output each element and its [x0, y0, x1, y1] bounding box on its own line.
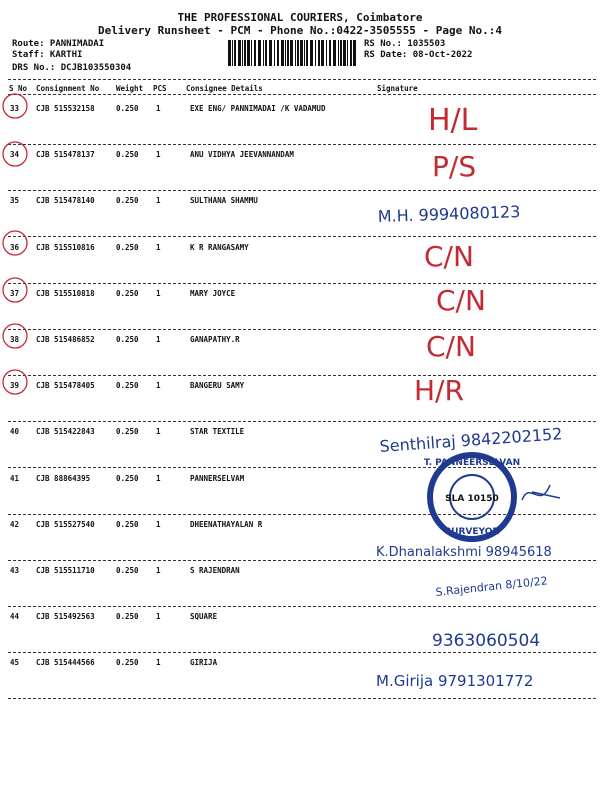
document-subtitle: Delivery Runsheet - PCM - Phone No.:0422-3505555 - Page No.:4	[98, 24, 502, 37]
barcode-bar	[263, 40, 264, 66]
row-pcs: 1	[156, 381, 161, 391]
barcode-bar	[265, 40, 267, 66]
row-consignee: GANAPATHY.R	[190, 335, 240, 344]
barcode-bar	[274, 40, 275, 66]
row-divider	[8, 560, 596, 561]
row-divider	[8, 514, 596, 515]
barcode-bar	[315, 40, 316, 66]
row-sno: 37	[10, 288, 20, 298]
row-sno: 38	[10, 335, 20, 344]
row-consignee: PANNERSELVAM	[190, 473, 245, 483]
row-consignee: ANU VIDHYA JEEVANNANDAM	[190, 150, 294, 160]
row-consignee: BANGERU SAMY	[190, 381, 245, 391]
row-consignment-no: CJB 515422843	[36, 427, 95, 437]
row-weight: 0.250	[116, 519, 139, 529]
signature-row-33: H/L	[428, 103, 478, 138]
col-header-signature: Signature	[377, 84, 418, 93]
barcode-bar	[310, 40, 313, 66]
barcode-bar	[242, 40, 243, 66]
row-divider	[8, 652, 596, 653]
row-consignee: STAR TEXTILE	[190, 427, 245, 437]
row-consignment-no: CJB 515478137	[36, 150, 95, 160]
row-consignee: EXE ENG/ PANNIMADAI /K VADAMUD	[190, 104, 326, 113]
signature-row-37: C/N	[436, 284, 486, 317]
row-pcs: 1	[156, 566, 161, 575]
signature-row-38: C/N	[426, 330, 476, 363]
row-weight: 0.250	[116, 150, 139, 160]
col-header-consignee: Consignee Details	[186, 84, 263, 93]
barcode-bar	[228, 40, 231, 66]
row-weight: 0.250	[116, 612, 139, 622]
row-divider	[8, 283, 596, 284]
signature-row-36: C/N	[424, 240, 474, 273]
row-consignment-no: CJB 515511710	[36, 566, 95, 575]
col-header-pcs: PCS	[153, 84, 167, 93]
barcode-image	[228, 40, 356, 66]
row-consignee: GIRIJA	[190, 658, 218, 668]
barcode-bar	[295, 40, 296, 66]
signature-row-40: Senthilraj 9842202152	[378, 424, 563, 456]
row-weight: 0.250	[116, 427, 139, 437]
col-header-sno: S No	[9, 84, 28, 93]
row-pcs: 1	[156, 658, 161, 668]
row-sno: 45	[10, 658, 20, 668]
row-pcs: 1	[156, 288, 161, 298]
row-weight: 0.250	[116, 335, 139, 344]
row-pcs: 1	[156, 150, 161, 160]
barcode-bar	[300, 40, 303, 66]
row-sno: 42	[10, 519, 20, 529]
row-sno: 41	[10, 473, 20, 483]
row-pcs: 1	[156, 519, 161, 529]
barcode-bar	[254, 40, 256, 66]
barcode-bar	[251, 40, 252, 66]
row-consignment-no: CJB 515492563	[36, 612, 95, 622]
row-divider	[8, 144, 596, 145]
barcode-bar	[340, 40, 342, 66]
stamp-role: SURVEYOR	[444, 527, 500, 537]
row-consignment-no: CJB 88864395	[36, 473, 91, 483]
barcode-bar	[304, 40, 305, 66]
row-divider	[8, 375, 596, 376]
row-weight: 0.250	[116, 196, 139, 206]
row-sno: 34	[10, 150, 20, 160]
barcode-bar	[329, 40, 331, 66]
row-pcs: 1	[156, 473, 161, 483]
stamp-id: SLA 10150	[445, 494, 499, 504]
barcode-bar	[297, 40, 299, 66]
row-sno: 39	[10, 381, 20, 391]
row-consignment-no: CJB 515510818	[36, 288, 95, 298]
row-sno: 43	[10, 566, 20, 575]
staff-label: Staff: KARTHI	[12, 50, 83, 60]
barcode-bar	[290, 40, 293, 66]
row-pcs: 1	[156, 242, 161, 252]
barcode-bar	[269, 40, 272, 66]
barcode-bar	[281, 40, 284, 66]
barcode-bar	[238, 40, 241, 66]
row-sno: 33	[10, 104, 20, 113]
barcode-bar	[247, 40, 250, 66]
signature-row-42: K.Dhanalakshmi 98945618	[376, 545, 552, 560]
row-pcs: 1	[156, 612, 161, 622]
signature-row-34: P/S	[432, 150, 477, 183]
row-sno: 40	[10, 427, 20, 437]
row-divider	[8, 190, 596, 191]
rs-date: RS Date: 08-Oct-2022	[364, 50, 473, 60]
row-consignee: DHEENATHAYALAN R	[190, 519, 263, 529]
barcode-bar	[338, 40, 339, 66]
row-consignment-no: CJB 515527540	[36, 519, 95, 529]
row-sno: 35	[10, 196, 20, 206]
row-consignee: SULTHANA SHAMMU	[190, 196, 258, 206]
col-header-consignment: Consignment No	[36, 84, 100, 93]
document-title: THE PROFESSIONAL COURIERS, Coimbatore	[177, 11, 423, 24]
row-consignee: SQUARE	[190, 612, 218, 622]
row-divider	[8, 606, 596, 607]
row-pcs: 1	[156, 196, 161, 206]
stamp-name: T. PANNEERSELVAN	[423, 458, 521, 468]
barcode-bar	[353, 40, 356, 66]
row-consignment-no: CJB 515478405	[36, 381, 95, 391]
row-pcs: 1	[156, 335, 161, 344]
row-weight: 0.250	[116, 566, 139, 575]
row-divider	[8, 236, 596, 237]
barcode-bar	[347, 40, 348, 66]
row-weight: 0.250	[116, 104, 139, 113]
row-divider	[8, 421, 596, 422]
signature-row-35: M.H. 9994080123	[377, 202, 521, 226]
row-weight: 0.250	[116, 288, 139, 298]
row-sno: 44	[10, 612, 20, 622]
drs-number: DRS No.: DCJB103550304	[12, 63, 132, 73]
row-consignment-no: CJB 515478140	[36, 196, 95, 206]
barcode-bar	[350, 40, 352, 66]
barcode-bar	[232, 40, 233, 66]
row-consignment-no: CJB 515510816	[36, 242, 95, 252]
row-divider	[8, 698, 596, 699]
signature-row-45: M.Girija 9791301772	[376, 672, 534, 690]
col-header-weight: Weight	[116, 84, 144, 93]
barcode-bar	[234, 40, 236, 66]
row-sno: 36	[10, 242, 20, 252]
row-weight: 0.250	[116, 658, 139, 668]
row-divider	[8, 467, 596, 468]
signature-row-43: S.Rajendran 8/10/22	[434, 574, 549, 599]
row-weight: 0.250	[116, 381, 139, 391]
row-consignment-no: CJB 515532158	[36, 104, 95, 113]
barcode-bar	[258, 40, 261, 66]
signature-row-44: 9363060504	[432, 631, 541, 651]
row-weight: 0.250	[116, 242, 139, 252]
barcode-bar	[343, 40, 346, 66]
barcode-bar	[285, 40, 286, 66]
signature-row-39: H/R	[414, 374, 464, 407]
row-pcs: 1	[156, 427, 161, 437]
route-label: Route: PANNIMADAI	[12, 39, 105, 49]
row-consignee: MARY JOYCE	[190, 288, 236, 298]
barcode-bar	[326, 40, 327, 66]
row-pcs: 1	[156, 104, 161, 113]
barcode-bar	[306, 40, 308, 66]
row-consignee: S RAJENDRAN	[190, 566, 240, 575]
rs-number: RS No.: 1035503	[364, 39, 446, 49]
barcode-bar	[244, 40, 246, 66]
row-consignment-no: CJB 515486852	[36, 335, 95, 344]
barcode-bar	[321, 40, 324, 66]
row-divider	[8, 329, 596, 330]
header-rule-top	[8, 79, 596, 80]
barcode-bar	[277, 40, 279, 66]
header-rule-bottom	[8, 94, 596, 95]
barcode-bar	[287, 40, 289, 66]
row-weight: 0.250	[116, 473, 139, 483]
barcode-bar	[333, 40, 336, 66]
row-consignment-no: CJB 515444566	[36, 658, 95, 668]
row-consignee: K R RANGASAMY	[190, 242, 249, 252]
barcode-bar	[318, 40, 320, 66]
